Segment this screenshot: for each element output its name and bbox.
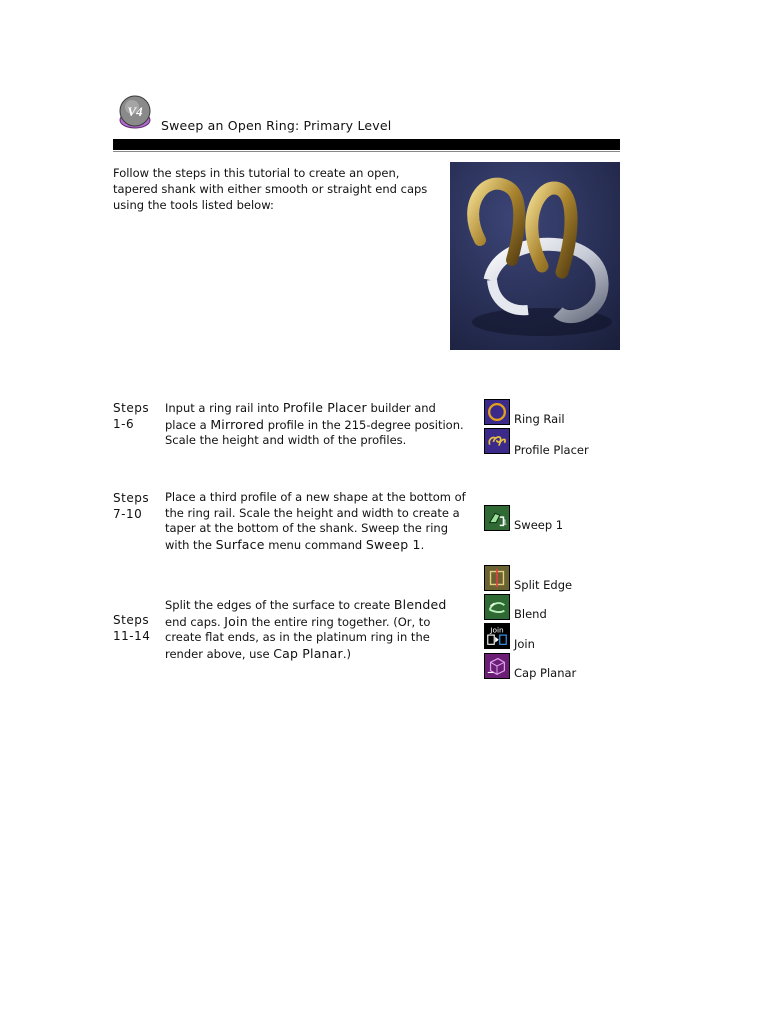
command-name: Join	[224, 613, 248, 629]
step-text-run: Split the edges of the surface to create	[165, 598, 394, 612]
step-text-run: Input a ring rail into	[165, 401, 283, 415]
step-text-run: Place a third profile of a new shape at the bottom of the ring rail. Scale the height and width to create a taper at the bottom of the shank. Sweep the ring with the	[165, 490, 466, 552]
step-text-run: builder and place a	[165, 401, 436, 432]
tool-label: Blend	[514, 607, 547, 621]
blend-icon[interactable]	[484, 594, 510, 620]
step-label: Steps 11-14	[113, 613, 151, 643]
svg-text:V4: V4	[127, 104, 143, 119]
page-title: Sweep an Open Ring: Primary Level	[161, 118, 392, 133]
intro-text: Follow the steps in this tutorial to create an open, tapered shank with either smooth or straight end caps using the tools listed below:	[113, 166, 428, 212]
step-label: Steps 7-10	[113, 491, 150, 521]
command-name: Sweep 1	[365, 536, 421, 552]
cap-planar-icon[interactable]	[484, 653, 510, 679]
v4-logo	[113, 94, 157, 132]
step-description	[165, 400, 470, 449]
tool-label: Profile Placer	[514, 443, 589, 457]
command-name: Blended	[393, 597, 447, 612]
tool-label: Sweep 1	[514, 518, 564, 532]
step-description	[165, 490, 470, 553]
step-text-run: profile in the 215-degree position. Scale the height and width of the profiles.	[165, 417, 464, 447]
tool-label: Cap Planar	[514, 666, 577, 680]
ring-render-image	[450, 162, 620, 350]
command-name: Profile Placer	[282, 400, 367, 415]
sweep-icon[interactable]	[484, 505, 510, 531]
join-icon[interactable]	[484, 623, 510, 649]
command-name: Mirrored	[210, 416, 265, 432]
step-text-run: .)	[342, 646, 352, 661]
svg-text:1: 1	[502, 517, 508, 527]
title-divider	[113, 139, 620, 150]
split-edge-icon[interactable]	[484, 565, 510, 591]
tool-label: Split Edge	[514, 578, 573, 592]
tool-label: Ring Rail	[514, 412, 565, 426]
step-text-run: menu command	[264, 537, 366, 552]
command-name: Surface	[215, 536, 265, 552]
profile-placer-icon[interactable]	[484, 428, 510, 454]
ring-rail-icon[interactable]	[484, 399, 510, 425]
step-text-run: the entire ring together. (Or, to create flat ends, as in the platinum ring in the render above, use	[165, 614, 431, 661]
step-label: Steps 1-6	[113, 401, 150, 431]
step-description	[165, 597, 470, 662]
tool-label: Join	[514, 637, 535, 651]
command-name: Cap Planar	[273, 645, 343, 661]
svg-text:Join: Join	[490, 625, 504, 635]
step-text-run: .	[420, 537, 425, 552]
step-text-run: end caps.	[165, 614, 225, 629]
